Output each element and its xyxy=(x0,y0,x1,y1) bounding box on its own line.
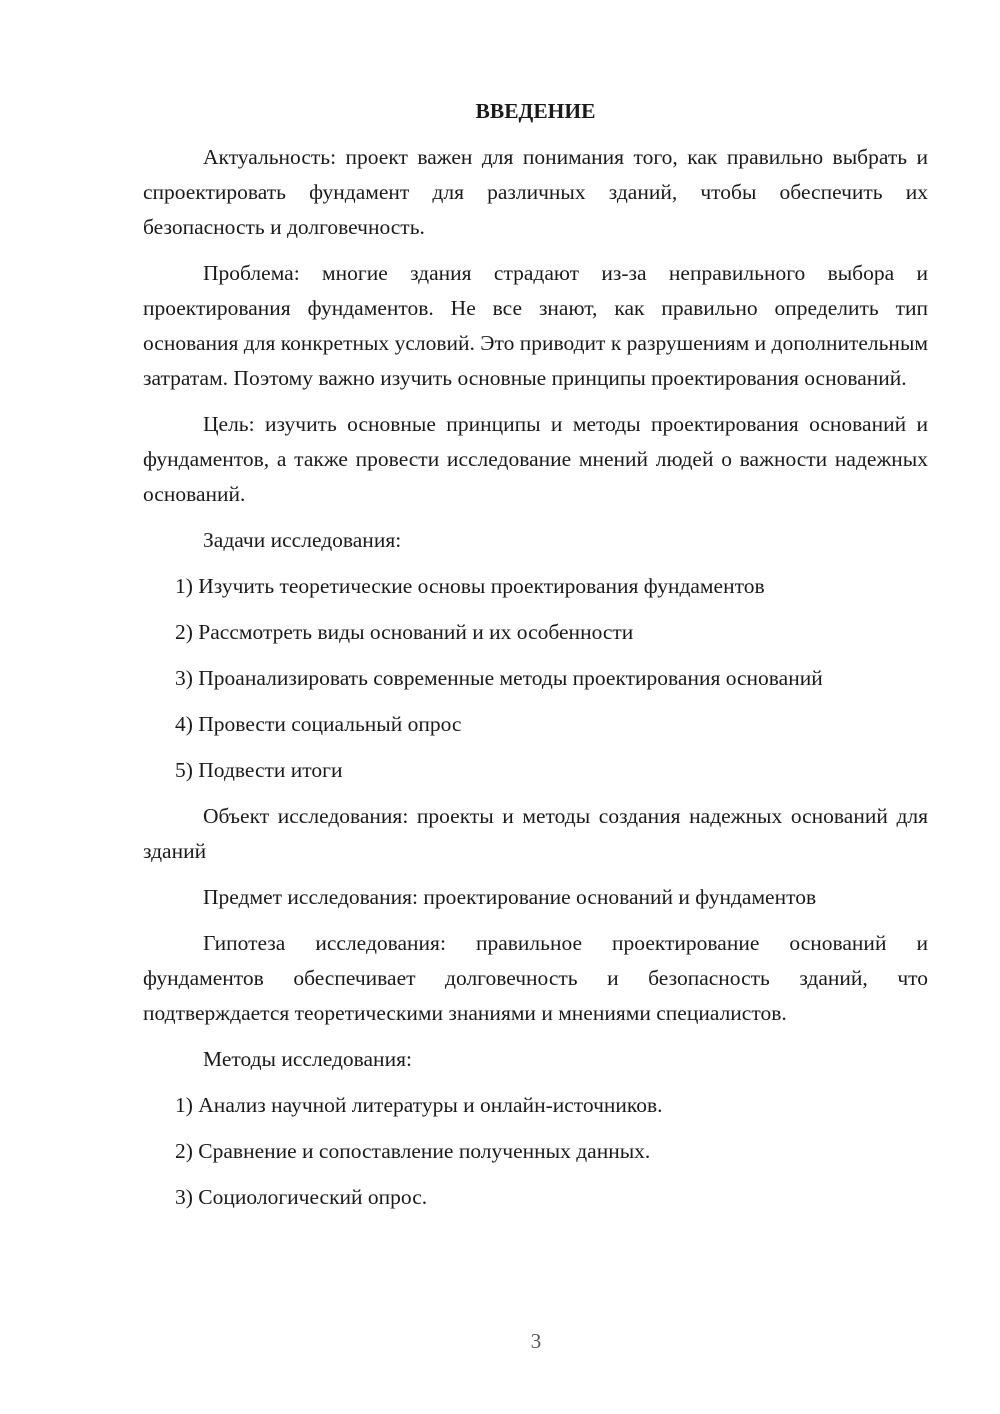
section-title: ВВЕДЕНИЕ xyxy=(475,99,596,123)
subject-paragraph: Предмет исследования: проектирование оснований и фундаментов xyxy=(203,885,817,909)
tasks-heading: Задачи исследования: xyxy=(203,528,402,552)
task-item-2: 2) Рассмотреть виды оснований и их особенности xyxy=(175,620,634,644)
tasks-list xyxy=(143,569,928,788)
task-item-3: 3) Проанализировать современные методы проектирования оснований xyxy=(175,666,823,690)
document-page xyxy=(143,94,928,1226)
methods-list xyxy=(143,1088,928,1215)
problem-paragraph: Проблема: многие здания страдают из-за неправильного выбора и проектирования фундаментов. Не все знают, как правильно определить тип основания для конкретных условий. Это приводит к разрушениям и дополнительным затратам. Поэтому важно изучить основные принципы проектирования оснований. xyxy=(143,261,928,390)
task-item-1: 1) Изучить теоретические основы проектирования фундаментов xyxy=(175,574,765,598)
method-item-3: 3) Социологический опрос. xyxy=(175,1185,428,1209)
relevance-paragraph: Актуальность: проект важен для понимания того, как правильно выбрать и спроектировать фундамент для различных зданий, чтобы обеспечить их безопасность и долговечность. xyxy=(143,145,928,239)
methods-heading: Методы исследования: xyxy=(203,1047,412,1071)
task-item-5: 5) Подвести итоги xyxy=(175,758,343,782)
method-item-2: 2) Сравнение и сопоставление полученных данных. xyxy=(175,1139,651,1163)
hypothesis-paragraph: Гипотеза исследования: правильное проектирование оснований и фундаментов обеспечивает долговечность и безопасность зданий, что подтверждается теоретическими знаниями и мнениями специалистов. xyxy=(143,931,928,1025)
page-number: 3 xyxy=(530,1329,542,1353)
goal-paragraph: Цель: изучить основные принципы и методы проектирования оснований и фундаментов, а также провести исследование мнений людей о важности надежных оснований. xyxy=(143,412,928,506)
method-item-1: 1) Анализ научной литературы и онлайн-источников. xyxy=(175,1093,663,1117)
task-item-4: 4) Провести социальный опрос xyxy=(175,712,462,736)
object-paragraph: Объект исследования: проекты и методы создания надежных оснований для зданий xyxy=(143,804,928,863)
